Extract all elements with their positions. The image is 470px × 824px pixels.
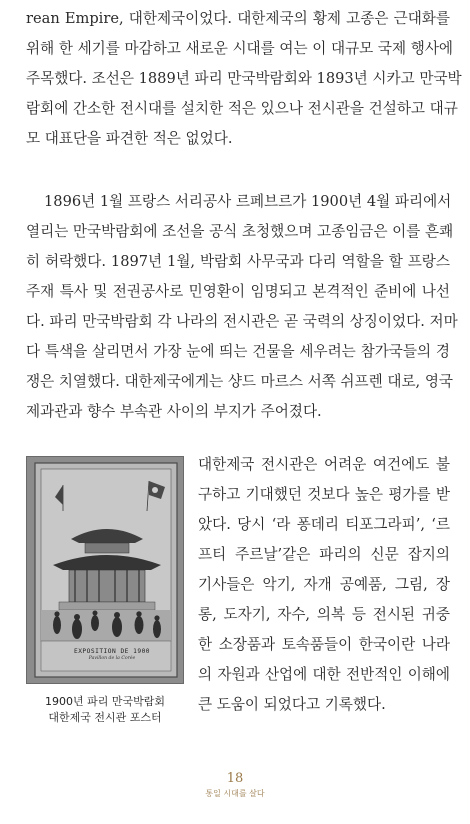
- poster-title: EXPOSITION DE 1900: [73, 648, 151, 655]
- text-line: 의 자원과 산업에 대한 전반적인 이해에: [198, 666, 450, 683]
- paragraph-3: [198, 450, 450, 720]
- text-line: 롱, 도자기, 자수, 의복 등 전시된 귀중: [198, 606, 450, 623]
- text-line: 쟁은 치열했다. 대한제국에게는 샹드 마르스 서쪽 쉬프렌 대로, 영국: [26, 373, 454, 390]
- page-number: 18: [226, 771, 244, 786]
- text-line: rean Empire, 대한제국이었다. 대한제국의 황제 고종은 근대화를: [26, 10, 450, 27]
- poster-subtitle: Pavillon de la Corée: [88, 656, 136, 661]
- text-line: 구하고 기대했던 것보다 높은 평가를 받: [198, 486, 450, 503]
- text-line: 한 소장품과 토속품들이 한국이란 나라: [198, 636, 450, 653]
- text-line: 위해 한 세기를 마감하고 새로운 시대를 여는 이 대규모 국제 행사에: [26, 40, 454, 57]
- text-line: 열리는 만국박람회에 조선을 공식 초청했으며 고종임금은 이를 흔쾌: [26, 223, 454, 240]
- text-line: 큰 도움이 되었다고 기록했다.: [198, 696, 386, 713]
- text-line: 람회에 간소한 전시대를 설치한 적은 있으나 전시관을 건설하고 대규: [26, 100, 458, 117]
- caption-line-2: 대한제국 전시관 포스터: [48, 711, 162, 724]
- text-line: 히 허락했다. 1897년 1월, 박람회 사무국과 다리 역할을 할 프랑스: [26, 253, 450, 270]
- text-line: 모 대표단을 파견한 적은 없었다.: [26, 130, 233, 147]
- text-line: 다 특색을 살리면서 가장 눈에 띄는 건물을 세우려는 참가국들의 경: [26, 343, 450, 360]
- running-footer: 통일 시대를 살다: [205, 789, 265, 798]
- text-line: 았다. 당시 ‘라 퐁데리 티포그라피’, ‘르: [198, 516, 450, 533]
- text-line: 다. 파리 만국박람회 각 나라의 전시관은 곧 국력의 상징이었다. 저마: [26, 313, 458, 330]
- caption-line-1: 1900년 파리 만국박람회: [45, 695, 165, 708]
- text-line: 주목했다. 조선은 1889년 파리 만국박람회와 1893년 시카고 만국박: [26, 70, 462, 87]
- text-line: 기사들은 악기, 자개 공예품, 그림, 장: [198, 576, 450, 593]
- paragraph-2: [26, 187, 458, 427]
- text-line: 주재 특사 및 전권공사로 민영환이 임명되고 본격적인 준비에 나선: [26, 283, 450, 300]
- paragraph-1: [26, 4, 462, 154]
- text-line: 제과관과 향수 부속관 사이의 부지가 주어졌다.: [26, 403, 322, 420]
- text-line: 대한제국 전시관은 어려운 여건에도 불: [198, 456, 450, 473]
- text-line: 프티 주르날’같은 파리의 신문 잡지의: [198, 546, 450, 563]
- poster-image: [26, 456, 184, 684]
- text-line: 1896년 1월 프랑스 서리공사 르페브르가 1900년 4월 파리에서: [44, 193, 452, 210]
- figure-caption: [26, 694, 184, 726]
